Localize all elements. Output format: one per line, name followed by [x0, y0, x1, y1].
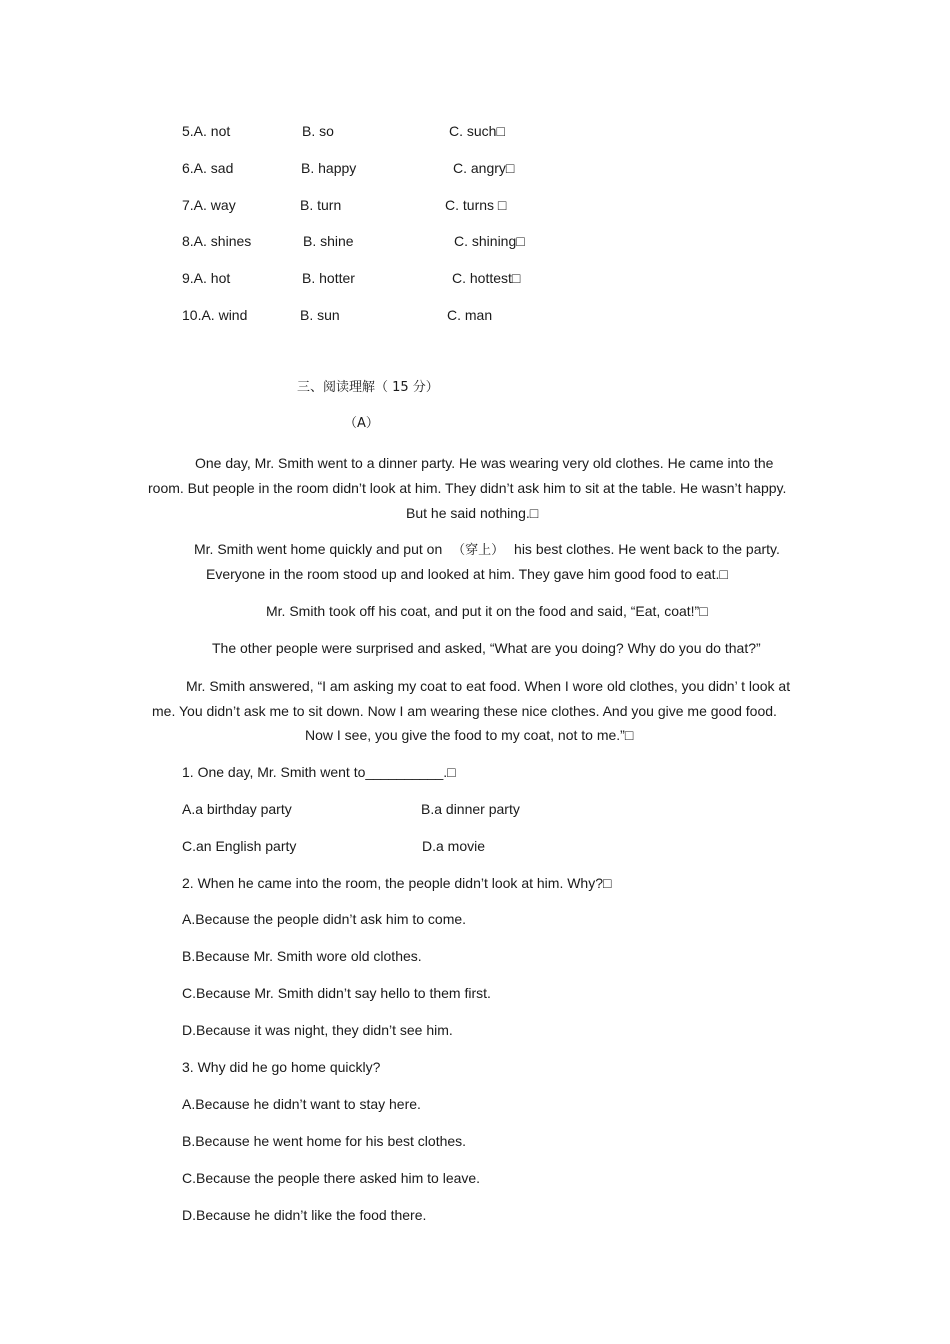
passage-p3: Mr. Smith took off his coat, and put it on the food and said, “Eat, coat!”□ [266, 603, 708, 619]
passage-p5-line2: me. You didn’t ask me to sit down. Now I am wearing these nice clothes. And you give me good food. [152, 703, 777, 719]
option-10b: B. sun [300, 307, 340, 323]
question-3-option-a: A.Because he didn’t want to stay here. [182, 1096, 421, 1112]
question-2-option-d: D.Because it was night, they didn’t see him. [182, 1022, 453, 1038]
passage-p2-end: his best clothes. He went back to the party. [514, 541, 780, 557]
option-7c: C. turns □ [445, 197, 507, 213]
option-5b: B. so [302, 123, 334, 139]
passage-p2-chinese-gloss: （穿上） [452, 543, 505, 558]
question-3-option-d: D.Because he didn’t like the food there. [182, 1207, 427, 1223]
option-8b: B. shine [303, 233, 354, 249]
question-1-option-d: D.a movie [422, 838, 486, 854]
option-6b: B. happy [301, 160, 357, 176]
passage-p5-line3: Now I see, you give the food to my coat, not to me.”□ [305, 727, 634, 743]
passage-p1-line1: One day, Mr. Smith went to a dinner party. He was wearing very old clothes. He came into the [195, 455, 774, 471]
question-2-stem: 2. When he came into the room, the people didn’t look at him. Why?□ [182, 875, 612, 891]
question-3-stem: 3. Why did he go home quickly? [182, 1059, 381, 1075]
section-subtitle: （A） [344, 416, 379, 431]
section-title: 三、阅读理解（ 15 分） [297, 380, 439, 395]
option-7a: 7.A. way [182, 197, 236, 213]
option-10c: C. man [447, 307, 493, 323]
question-2-option-a: A.Because the people didn’t ask him to come. [182, 911, 467, 927]
option-9c: C. hottest□ [452, 270, 521, 286]
question-3-option-b: B.Because he went home for his best clothes. [182, 1133, 467, 1149]
passage-p1-line3: But he said nothing.□ [406, 505, 539, 521]
option-6a: 6.A. sad [182, 160, 234, 176]
question-3-option-c: C.Because the people there asked him to leave. [182, 1170, 481, 1186]
question-1-option-c: C.an English party [182, 838, 297, 854]
option-8c: C. shining□ [454, 233, 525, 249]
option-6c: C. angry□ [453, 160, 515, 176]
passage-p5-line1: Mr. Smith answered, “I am asking my coat to eat food. When I wore old clothes, you didn’ t look at [186, 678, 791, 694]
question-2-option-c: C.Because Mr. Smith didn’t say hello to them first. [182, 985, 491, 1001]
question-1-stem: 1. One day, Mr. Smith went to__________.□ [182, 764, 456, 780]
passage-p2-start: Mr. Smith went home quickly and put on [194, 541, 443, 557]
option-8a: 8.A. shines [182, 233, 252, 249]
passage-p2-line2: Everyone in the room stood up and looked at him. They gave him good food to eat.□ [206, 566, 728, 582]
option-5c: C. such□ [449, 123, 505, 139]
question-2-option-b: B.Because Mr. Smith wore old clothes. [182, 948, 422, 964]
passage-p1-line2: room. But people in the room didn’t look at him. They didn’t ask him to sit at the table. He wasn’t happy. [148, 480, 787, 496]
option-10a: 10.A. wind [182, 307, 248, 323]
question-1-option-b: B.a dinner party [421, 801, 520, 817]
option-9b: B. hotter [302, 270, 355, 286]
option-5a: 5.A. not [182, 123, 231, 139]
passage-p4: The other people were surprised and asked, “What are you doing? Why do you do that?” [212, 640, 761, 656]
option-9a: 9.A. hot [182, 270, 231, 286]
question-1-option-a: A.a birthday party [182, 801, 292, 817]
option-7b: B. turn [300, 197, 342, 213]
passage-p2-line1 [194, 540, 780, 560]
